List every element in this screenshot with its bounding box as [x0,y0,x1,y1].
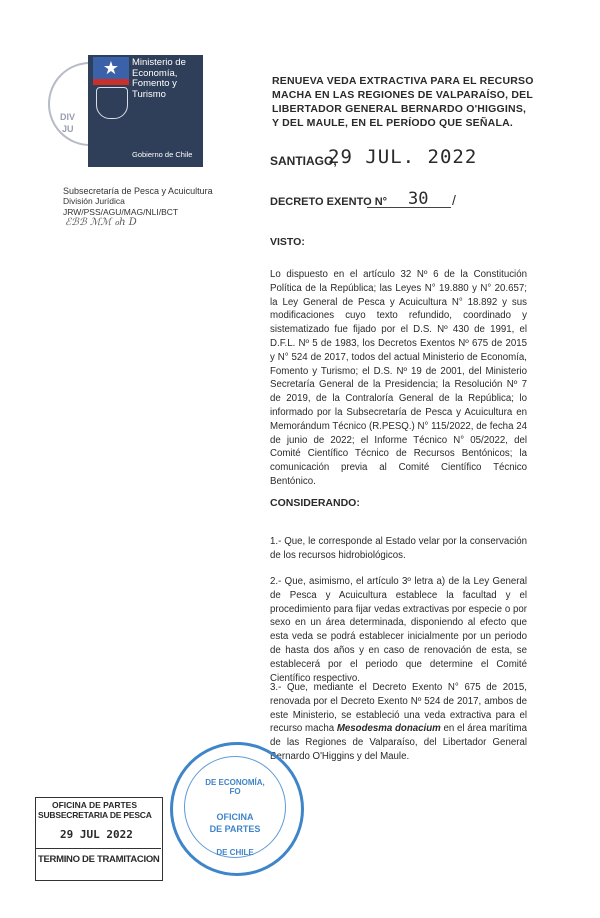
flag-red-stripe [93,79,129,85]
date-stamp: 29 JUL. 2022 [328,146,478,168]
division-stamp-text: DIV [60,112,76,122]
date-label: SANTIAGO, [270,154,337,168]
considerando-item [270,681,527,764]
considerando-item: 2.- Que, asimismo, el artículo 3º letra a) de la Ley General de Pesca y Acuicultura establece la facultad y el procedimiento para fijar vedas extractivas por especie o por sexo en un área determinada, disponiendo al efecto que esta veda se podrá establecer inicialmente por un periodo de hasta dos años y en caso de renovación de esta, se establecerá por el periodo que determine el Comité Científico respectivo. [270,576,527,684]
ministry-name: Ministerio de Economía, Fomento y Turismo [132,57,186,100]
species-name: Mesodesma donacium [336,723,441,735]
government-footer: Gobierno de Chile [132,150,193,159]
office-seal-inner-ring [184,756,286,858]
item-text: 3.- Que, mediante el Decreto Exento N° 675 de 2015, renovada por el Decreto Exento Nº 524 de 2017, ambos de este Ministerio, se estableció una veda extractiva para el recurso macha [270,682,527,735]
reference-initials: JRW/PSS/AGU/MAG/NLI/BCT [63,207,179,217]
visto-paragraph: Lo dispuesto en el artículo 32 Nº 6 de la Constitución Política de la República; las Leyes N° 19.880 y N° 20.657; la Ley General de Pesca y Acuicultura N° 18.892 y sus modificaciones cuyo texto refundido, coordinado y sistematizado fue fijado por el D.S. Nº 430 de 1991, el D.F.L. Nº 5 de 1983, los Decretos Exentos Nº 675 de 2015 y N° 524 de 2017, todos del actual Ministerio de Economía, Fomento y Turismo; el D.S. Nº 19 de 2001, del Ministerio Secretaría General de la Presidencia; la Resolución Nº 7 de 2019, de la Contraloría General de la República; lo informado por la Subsecretaría de Pesca y Acuicultura en Memorándum Técnico (R.PESQ.) N° 115/2022, de fecha 24 de junio de 2022; el Informe Técnico N° 05/2022, del Comité Científico Técnico de Recursos Bentónicos; la comunicación previa al Comité Científico Técnico Bentónico. [270,269,527,487]
decree-number: 30 [408,189,429,209]
considerando-item: 1.- Que, le corresponde al Estado velar por la conservación de los recursos hidrobiológicos. [270,536,527,561]
sender-division: División Jurídica [63,196,125,206]
decree-label: DECRETO EXENTO N° [270,196,388,208]
decree-slash: / [452,192,456,208]
reception-stamp-footer: TERMINO DE TRAMITACION [38,854,160,865]
reception-stamp-office: OFICINA DE PARTES [52,800,138,810]
reception-stamp-subsecretary: SUBSECRETARIA DE PESCA [38,810,152,820]
reception-stamp-divider [35,848,161,849]
item-text: en el área marítima de las Regiones de Valparaíso, del Libertador General Bernardo O'Higgins y del Maule. [270,723,527,762]
considerando-heading: CONSIDERANDO: [270,497,360,509]
seal-text: DE CHILE [216,848,254,857]
coat-of-arms-icon [96,87,128,119]
division-stamp-text: JU [62,124,74,134]
handwritten-initials: ℰℬℬ ℳℳ ℴℎ D [65,217,137,228]
star-icon: ★ [102,58,120,78]
seal-text: DE PARTES [209,824,261,834]
document-title: RENUEVA VEDA EXTRACTIVA PARA EL RECURSO MACHA EN LAS REGIONES DE VALPARAÍSO, DEL LIBERTADOR GENERAL BERNARDO O'HIGGINS, Y DEL MAULE, EN EL PERÍODO QUE SEÑALA. [272,75,534,129]
visto-heading: VISTO: [270,236,305,248]
sender-office: Subsecretaría de Pesca y Acuicultura [63,186,213,196]
seal-text: OFICINA [216,812,254,822]
reception-stamp-date: 29 JUL 2022 [60,828,133,841]
seal-text: DE ECONOMÍA, FO [205,778,265,796]
